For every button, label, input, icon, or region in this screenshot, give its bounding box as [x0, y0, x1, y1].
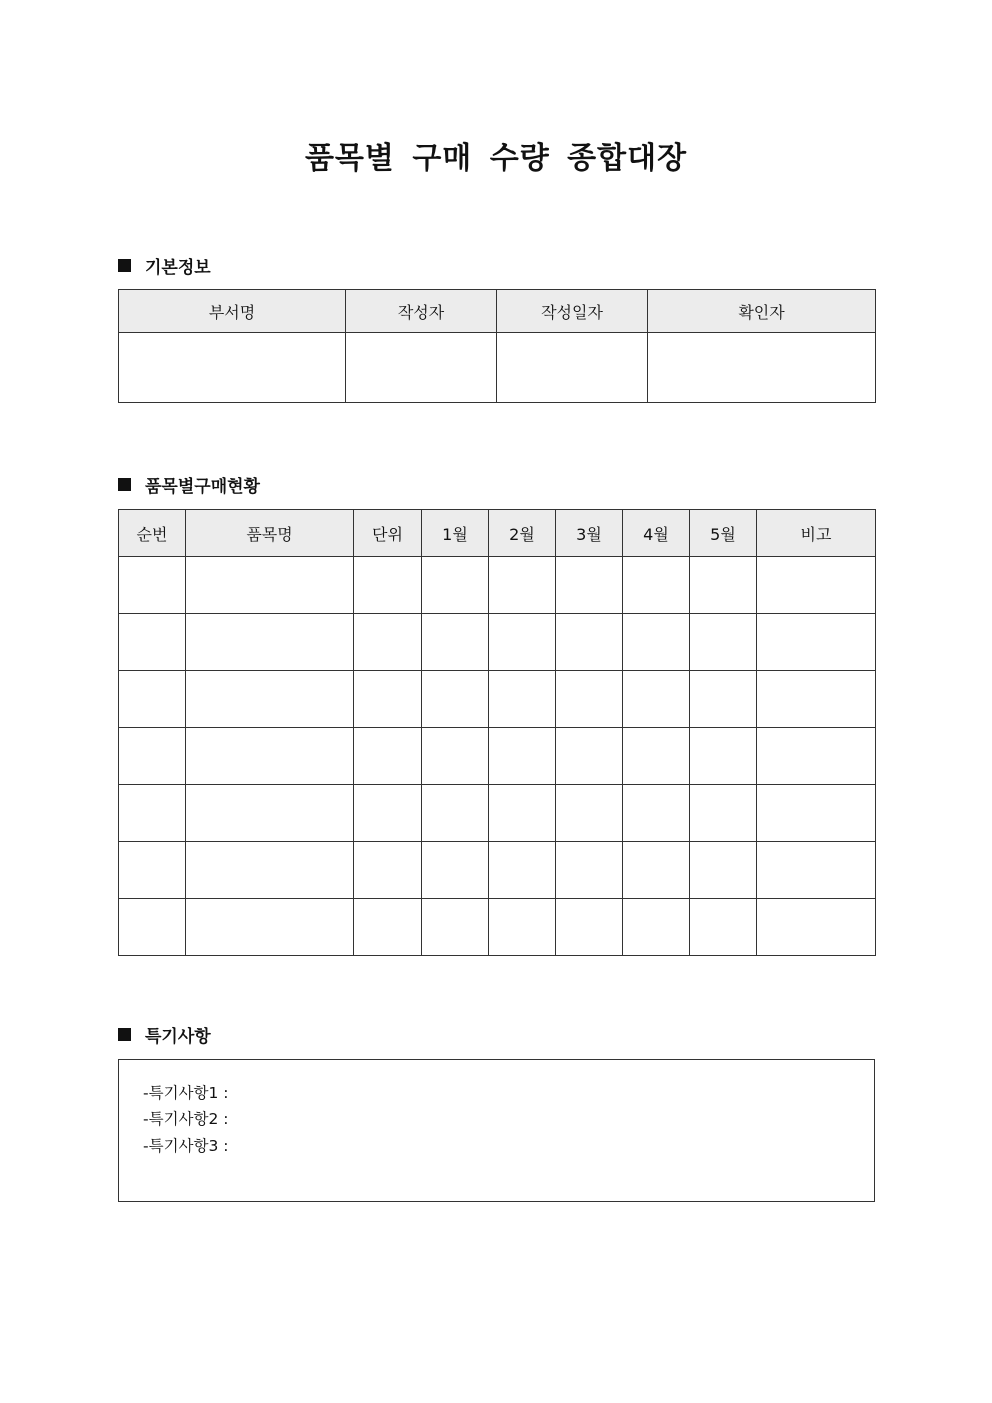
- jan-cell[interactable]: [422, 728, 489, 785]
- header-seq: 순번: [119, 510, 186, 557]
- may-cell[interactable]: [690, 785, 757, 842]
- jan-cell[interactable]: [422, 899, 489, 956]
- unit-cell[interactable]: [354, 671, 422, 728]
- seq-cell[interactable]: [119, 557, 186, 614]
- unit-cell[interactable]: [354, 785, 422, 842]
- mar-cell[interactable]: [556, 614, 623, 671]
- mar-cell[interactable]: [556, 785, 623, 842]
- department-cell[interactable]: [119, 333, 346, 403]
- square-bullet-icon: [118, 259, 131, 272]
- square-bullet-icon: [118, 1028, 131, 1041]
- item-name-cell[interactable]: [186, 842, 354, 899]
- may-cell[interactable]: [690, 557, 757, 614]
- unit-cell[interactable]: [354, 728, 422, 785]
- header-item-name: 품목명: [186, 510, 354, 557]
- table-row: [119, 614, 876, 671]
- table-row: [119, 671, 876, 728]
- note-line-1: -특기사항1 :: [143, 1084, 229, 1102]
- item-name-cell[interactable]: [186, 899, 354, 956]
- unit-cell[interactable]: [354, 899, 422, 956]
- header-department: 부서명: [119, 290, 346, 333]
- feb-cell[interactable]: [489, 671, 556, 728]
- apr-cell[interactable]: [623, 557, 690, 614]
- may-cell[interactable]: [690, 671, 757, 728]
- table-row: [119, 557, 876, 614]
- header-mar: 3월: [556, 510, 623, 557]
- purchase-status-heading-label: 품목별구매현황: [145, 476, 260, 497]
- apr-cell[interactable]: [623, 842, 690, 899]
- page-title: 품목별 구매 수량 종합대장: [304, 141, 688, 176]
- notes-box[interactable]: [118, 1059, 875, 1202]
- may-cell[interactable]: [690, 728, 757, 785]
- apr-cell[interactable]: [623, 614, 690, 671]
- mar-cell[interactable]: [556, 842, 623, 899]
- header-confirmer: 확인자: [648, 290, 876, 333]
- note-line-3: -특기사항3 :: [143, 1137, 229, 1155]
- feb-cell[interactable]: [489, 614, 556, 671]
- notes-heading: [118, 1022, 211, 1046]
- seq-cell[interactable]: [119, 842, 186, 899]
- remarks-cell[interactable]: [757, 842, 876, 899]
- jan-cell[interactable]: [422, 614, 489, 671]
- basic-info-heading: [118, 253, 211, 277]
- may-cell[interactable]: [690, 842, 757, 899]
- purchase-header-row: [119, 510, 876, 557]
- jan-cell[interactable]: [422, 557, 489, 614]
- remarks-cell[interactable]: [757, 899, 876, 956]
- table-row: [119, 728, 876, 785]
- notes-heading-label: 특기사항: [145, 1026, 211, 1047]
- header-apr: 4월: [623, 510, 690, 557]
- mar-cell[interactable]: [556, 671, 623, 728]
- feb-cell[interactable]: [489, 842, 556, 899]
- jan-cell[interactable]: [422, 671, 489, 728]
- may-cell[interactable]: [690, 899, 757, 956]
- header-unit: 단위: [354, 510, 422, 557]
- jan-cell[interactable]: [422, 785, 489, 842]
- purchase-status-table: [118, 509, 876, 956]
- item-name-cell[interactable]: [186, 614, 354, 671]
- mar-cell[interactable]: [556, 557, 623, 614]
- table-row: [119, 899, 876, 956]
- header-feb: 2월: [489, 510, 556, 557]
- header-remarks: 비고: [757, 510, 876, 557]
- apr-cell[interactable]: [623, 785, 690, 842]
- feb-cell[interactable]: [489, 728, 556, 785]
- unit-cell[interactable]: [354, 557, 422, 614]
- seq-cell[interactable]: [119, 728, 186, 785]
- remarks-cell[interactable]: [757, 557, 876, 614]
- note-line-2: -특기사항2 :: [143, 1110, 229, 1128]
- seq-cell[interactable]: [119, 785, 186, 842]
- item-name-cell[interactable]: [186, 728, 354, 785]
- square-bullet-icon: [118, 478, 131, 491]
- basic-info-value-row: [119, 333, 876, 403]
- apr-cell[interactable]: [623, 899, 690, 956]
- header-may: 5월: [690, 510, 757, 557]
- table-row: [119, 785, 876, 842]
- feb-cell[interactable]: [489, 899, 556, 956]
- author-cell[interactable]: [346, 333, 497, 403]
- item-name-cell[interactable]: [186, 557, 354, 614]
- feb-cell[interactable]: [489, 557, 556, 614]
- apr-cell[interactable]: [623, 671, 690, 728]
- item-name-cell[interactable]: [186, 785, 354, 842]
- unit-cell[interactable]: [354, 614, 422, 671]
- seq-cell[interactable]: [119, 899, 186, 956]
- unit-cell[interactable]: [354, 842, 422, 899]
- basic-info-table: [118, 289, 876, 403]
- mar-cell[interactable]: [556, 728, 623, 785]
- table-row: [119, 842, 876, 899]
- may-cell[interactable]: [690, 614, 757, 671]
- item-name-cell[interactable]: [186, 671, 354, 728]
- header-jan: 1월: [422, 510, 489, 557]
- seq-cell[interactable]: [119, 671, 186, 728]
- remarks-cell[interactable]: [757, 671, 876, 728]
- remarks-cell[interactable]: [757, 614, 876, 671]
- jan-cell[interactable]: [422, 842, 489, 899]
- basic-info-header-row: [119, 290, 876, 333]
- remarks-cell[interactable]: [757, 728, 876, 785]
- remarks-cell[interactable]: [757, 785, 876, 842]
- basic-info-heading-label: 기본정보: [145, 257, 211, 278]
- date-cell[interactable]: [497, 333, 648, 403]
- header-author: 작성자: [346, 290, 497, 333]
- apr-cell[interactable]: [623, 728, 690, 785]
- header-date: 작성일자: [497, 290, 648, 333]
- feb-cell[interactable]: [489, 785, 556, 842]
- seq-cell[interactable]: [119, 614, 186, 671]
- purchase-status-heading: [118, 472, 260, 496]
- mar-cell[interactable]: [556, 899, 623, 956]
- confirmer-cell[interactable]: [648, 333, 876, 403]
